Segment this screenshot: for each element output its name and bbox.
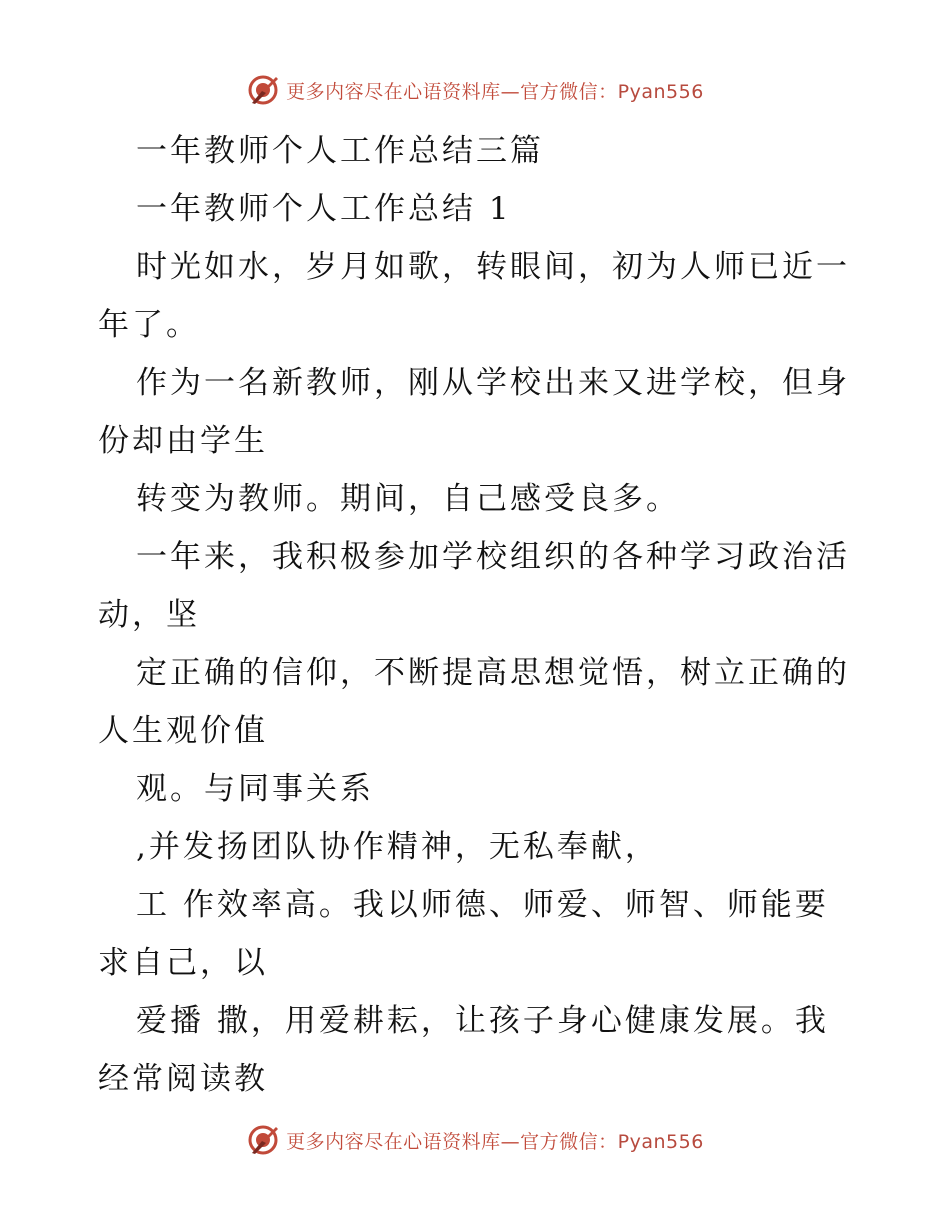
header-wechat-id: Pyan556 — [617, 80, 704, 103]
text-line: 作为一名新教师，刚从学校出来又进学校，但身 — [136, 365, 850, 401]
header-watermark-banner — [0, 70, 950, 110]
text-line: 一年来，我积极参加学校组织的各种学习政治活 — [136, 539, 850, 575]
footer-watermark-banner — [0, 1120, 950, 1160]
footer-banner-text: 更多内容尽在心语资料库—官方微信：Pyan556 — [286, 1130, 704, 1153]
pen-logo-icon — [246, 1123, 280, 1157]
text-line: 时光如水，岁月如歌，转眼间，初为人师已近一 — [136, 249, 850, 285]
header-banner-text: 更多内容尽在心语资料库—官方微信：Pyan556 — [286, 80, 704, 103]
document-body — [98, 122, 858, 1108]
text-line: 经常阅读教 — [98, 1061, 268, 1097]
text-line: ,并发扬团队协作精神，无私奉献， — [136, 829, 659, 865]
text-line: 份却由学生 — [98, 423, 268, 459]
text-line: 观。与同事关系 — [136, 771, 374, 807]
section-heading: 一年教师个人工作总结 1 — [136, 191, 512, 227]
text-line: 爱播 撒，用爱耕耘，让孩子身心健康发展。我 — [136, 1003, 829, 1039]
pen-logo-icon — [246, 73, 280, 107]
text-line: 人生观价值 — [98, 713, 268, 749]
text-line: 求自己，以 — [98, 945, 268, 981]
text-line: 转变为教师。期间，自己感受良多。 — [136, 481, 680, 517]
footer-wechat-id: Pyan556 — [617, 1130, 704, 1153]
text-line: 动，坚 — [98, 597, 200, 633]
text-line: 定正确的信仰，不断提高思想觉悟，树立正确的 — [136, 655, 850, 691]
text-line: 年了。 — [98, 307, 200, 343]
text-line: 工 作效率高。我以师德、师爱、师智、师能要 — [136, 887, 829, 923]
document-title: 一年教师个人工作总结三篇 — [136, 133, 544, 169]
